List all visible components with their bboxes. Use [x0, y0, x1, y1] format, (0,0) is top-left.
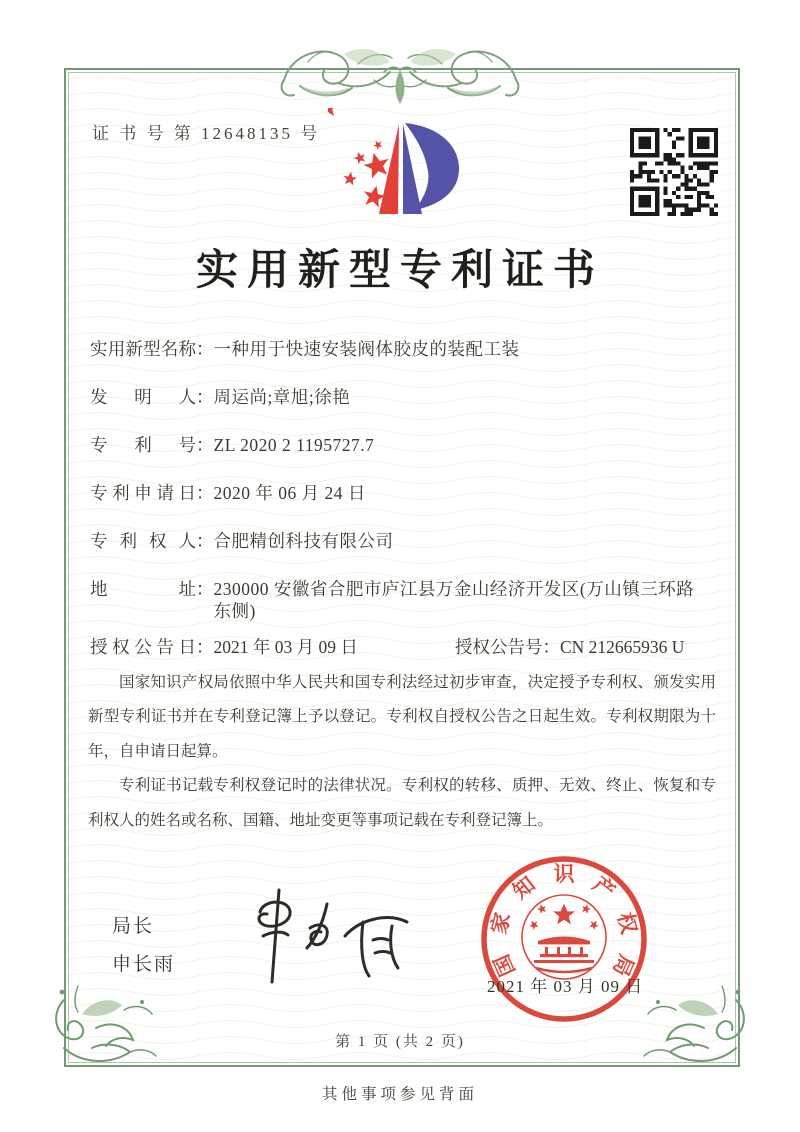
certificate-number: 证 书 号 第 12648135 号	[92, 124, 321, 143]
cnipa-patent-logo-icon	[328, 108, 476, 240]
field-row-utility-name	[90, 338, 712, 360]
colon: ：	[196, 483, 214, 503]
field-label: 地址	[90, 579, 196, 599]
field-label: 实用新型名称	[90, 339, 196, 359]
field-label: 发明人	[90, 387, 196, 407]
field-label: 专利权人	[90, 531, 196, 551]
grant-number-value: CN 212665936 U	[560, 637, 685, 657]
field-label: 授权公告日	[90, 637, 196, 657]
director-signature	[215, 878, 420, 993]
national-emblem-icon	[522, 895, 606, 979]
official-seal	[477, 852, 651, 1026]
svg-text:局: 局	[608, 950, 639, 980]
qr-code	[630, 128, 718, 216]
field-row-patent-number	[90, 434, 712, 456]
svg-text:识: 识	[553, 862, 575, 886]
svg-text:家: 家	[486, 910, 516, 937]
page-number: 第 1 页 (共 2 页)	[335, 1034, 465, 1050]
certificate-fields	[90, 338, 712, 684]
field-value: 周运尚;章旭;徐艳	[213, 387, 351, 407]
seal-date: 2021 年 03 月 09 日	[487, 977, 644, 996]
svg-text:国: 国	[489, 950, 520, 980]
field-row-patentee	[90, 530, 712, 552]
field-label: 授权公告号	[455, 637, 543, 657]
colon: ：	[196, 531, 214, 551]
director-title: 局长	[112, 916, 155, 937]
field-row-inventors	[90, 386, 712, 408]
field-value: 合肥精创科技有限公司	[213, 531, 394, 551]
legal-text	[88, 666, 716, 838]
legal-paragraph-1: 国家知识产权局依照中华人民共和国专利法经过初步审查，决定授予专利权、颁发实用新型专利证书并在专利登记簿上予以登记。专利权自授权公告之日起生效。专利权期限为十年，自申请日起算。	[88, 674, 716, 760]
field-row-application-date	[90, 482, 712, 504]
grant-number-pair	[455, 636, 684, 658]
grant-date-value: 2021 年 03 月 09 日	[213, 637, 358, 657]
field-value: ZL 2020 2 1195727.7	[213, 435, 375, 455]
svg-text:权: 权	[612, 910, 642, 937]
svg-text:知: 知	[508, 871, 540, 904]
back-side-note: 其他事项参见背面	[321, 1086, 478, 1103]
colon: ：	[196, 637, 214, 657]
colon: ：	[196, 579, 214, 599]
field-label: 专利号	[90, 435, 196, 455]
colon: ：	[196, 339, 214, 359]
colon: ：	[196, 387, 214, 407]
field-value: 一种用于快速安装阀体胶皮的装配工装	[213, 339, 520, 359]
director-block	[112, 908, 175, 984]
colon: ：	[196, 435, 214, 455]
director-name: 申长雨	[112, 954, 176, 975]
field-label: 专利申请日	[90, 483, 196, 503]
colon: ：	[542, 637, 560, 657]
field-value: 230000 安徽省合肥市庐江县万金山经济开发区(万山镇三环路东侧)	[213, 579, 695, 621]
certificate-title: 实用新型专利证书	[195, 248, 604, 294]
legal-paragraph-2: 专利证书记载专利权登记时的法律状况。专利权的转移、质押、无效、终止、恢复和专利权人的姓名或名称、国籍、地址变更等事项记载在专利登记簿上。	[88, 777, 716, 829]
field-row-address	[90, 578, 712, 622]
field-value: 2020 年 06 月 24 日	[213, 483, 366, 503]
field-row-grant	[90, 636, 712, 658]
svg-text:产: 产	[588, 871, 620, 904]
